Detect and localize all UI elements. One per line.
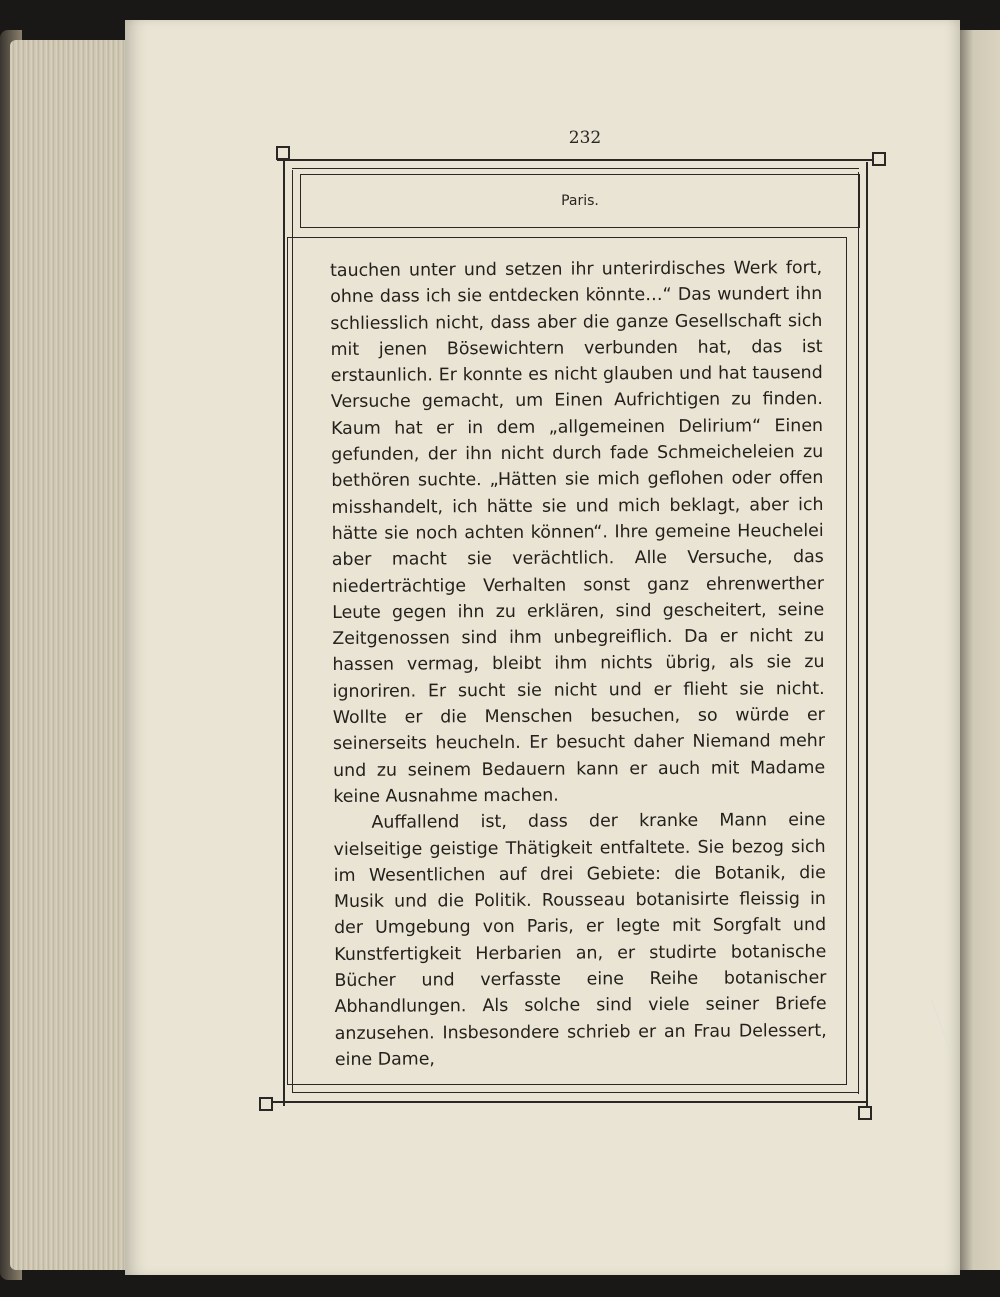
frame-bottom-line	[268, 1101, 868, 1103]
paragraph: Auffallend ist, dass der kranke Mann eine vielseitige geistige Thätigkeit entfaltete. Sie bezog sich im Wesentlichen auf drei Gebiete: die Botanik, die Musik und die Politik. Rousseau botanisirte fleissig in der Umgebung von Paris, er legte mit Sorgfalt und Kunstfertigkeit Herbarien an, er studirte botanische Bücher und verfasste eine Reihe botanischer Abhandlungen. Als solche sind viele seiner Briefe anzusehen. Insbesondere schrieb er an Frau Delessert, eine Dame,	[333, 810, 827, 1070]
frame-top-line	[277, 159, 873, 161]
opposite-page-edge	[955, 30, 1000, 1270]
running-head: Paris.	[561, 193, 599, 209]
frame-inner-bottom-line	[292, 1092, 859, 1093]
frame-inner-top-line	[292, 168, 859, 169]
frame-right-line	[866, 162, 868, 1110]
frame-corner-top-left	[276, 146, 290, 160]
book-page-edges	[10, 40, 125, 1270]
running-head-box	[300, 174, 860, 228]
frame-left-line	[283, 156, 285, 1106]
frame-corner-bottom-left	[259, 1097, 273, 1111]
body-text	[330, 255, 827, 1073]
frame-inner-right-line	[858, 172, 859, 1094]
frame-corner-bottom-right	[858, 1106, 872, 1120]
frame-corner-top-right	[872, 152, 886, 166]
page-number: 232	[568, 128, 602, 148]
paragraph: tauchen unter und setzen ihr unterirdisches Werk fort, ohne dass ich sie entdecken könnte…“ Das wundert ihn schliesslich nicht, dass aber die ganze Gesellschaft sich mit jenen Bösewichtern verbunden hat, das ist erstaunlich. Er konnte es nicht glauben und hat tausend Versuche gemacht, um Einen Aufrichtigen zu finden. Kaum hat er in dem „allgemeinen Delirium“ Einen gefunden, der ihn nicht durch fade Schmeicheleien zu bethören suchte. „Hätten sie mich geflohen oder offen misshandelt, ich hätte sie und mich beklagt, aber ich hätte sie noch achten können“. Ihre gemeine Heuchelei aber macht sie verächtlich. Alle Versuche, das niederträchtige Verhalten sonst ganz ehrenwerther Leute gegen ihn zu erklären, sind gescheitert, seine Zeitgenossen sind ihm unbegreiflich. Da er nicht zu hassen vermag, bleibt ihm nichts übrig, als sie zu ignoriren. Er sucht sie nicht und er flieht sie nicht. Wollte er die Menschen besuchen, so würde er seinerseits heucheln. Er besucht daher Niemand mehr und zu seinem Bedauern kann er auch mit Madame keine Ausnahme machen.	[330, 257, 826, 807]
